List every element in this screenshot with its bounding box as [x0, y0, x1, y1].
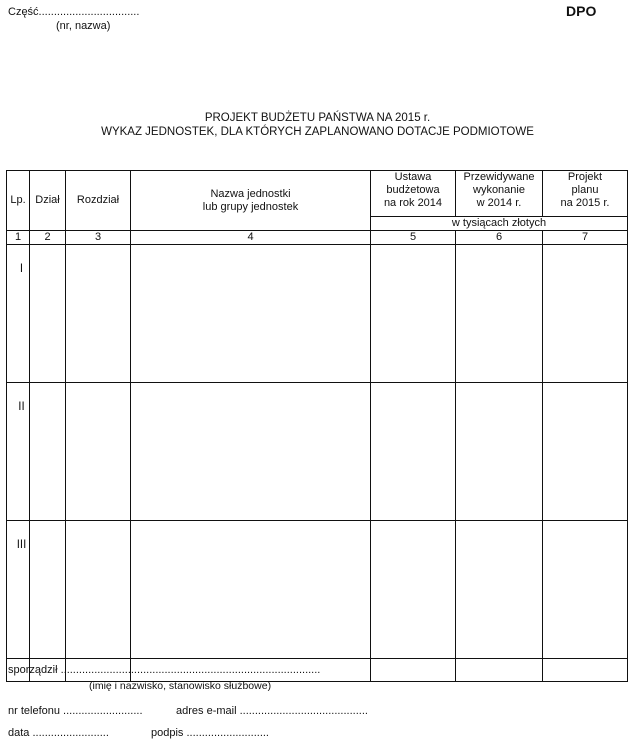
- header-ustawa: [371, 171, 456, 217]
- row-lp: I: [7, 245, 30, 383]
- col-number: 4: [131, 231, 371, 245]
- cell-nazwa: [131, 383, 371, 521]
- cell-dzial: [30, 383, 66, 521]
- header-przewidywane: [456, 171, 543, 217]
- table-row: [7, 521, 628, 659]
- col-number: 6: [456, 231, 543, 245]
- phone-field: nr telefonu ..........................: [8, 705, 143, 717]
- cell-ustawa: [371, 245, 456, 383]
- header-nazwa-line1: Nazwa jednostki: [210, 187, 291, 200]
- col-number: 2: [30, 231, 66, 245]
- cell-dzial: [30, 245, 66, 383]
- part-label: Część.................................: [8, 6, 140, 18]
- col-number: 3: [66, 231, 131, 245]
- cell-nazwa: [131, 521, 371, 659]
- cell-ustawa: [371, 521, 456, 659]
- email-field: adres e-mail ..........................................: [176, 705, 368, 717]
- cell-projekt: [543, 245, 628, 383]
- header-proj-line1: Projekt: [567, 171, 603, 183]
- document-title: PROJEKT BUDŻETU PAŃSTWA NA 2015 r.: [204, 112, 431, 124]
- unit-label: w tysiącach złotych: [371, 217, 628, 231]
- signature-field: podpis ...........................: [151, 727, 269, 739]
- cell-rozdzial: [66, 383, 131, 521]
- date-field: data .........................: [8, 727, 109, 739]
- table-row: [7, 383, 628, 521]
- col-number: 1: [7, 231, 30, 245]
- header-rozdzial: Rozdział: [66, 171, 131, 231]
- col-number: 7: [543, 231, 628, 245]
- header-proj-line2: planu: [571, 184, 599, 196]
- prepared-by-hint: (imię i nazwisko, stanowisko służbowe): [89, 680, 272, 692]
- cell-nazwa: [131, 245, 371, 383]
- header-projekt: [543, 171, 628, 217]
- document-subtitle: WYKAZ JEDNOSTEK, DLA KTÓRYCH ZAPLANOWANO DOTACJE PODMIOTOWE: [101, 126, 534, 138]
- row-lp: II: [7, 383, 30, 521]
- header-przew-line1: Przewidywane: [463, 171, 535, 183]
- header-przew-line3: w 2014 r.: [476, 197, 522, 209]
- header-ustawa-line3: na rok 2014: [383, 197, 443, 209]
- header-nazwa-line2: lub grupy jednostek: [202, 200, 299, 213]
- cell-ustawa: [371, 383, 456, 521]
- table-row: [7, 245, 628, 383]
- header-nazwa: [131, 171, 371, 231]
- header-dzial: Dział: [30, 171, 66, 231]
- cell-empty: [543, 659, 628, 682]
- col-number: 5: [371, 231, 456, 245]
- prepared-by-field: sporządził .....................................................................................: [8, 664, 321, 676]
- cell-przewidywane: [456, 245, 543, 383]
- cell-empty: [456, 659, 543, 682]
- part-sublabel: (nr, nazwa): [56, 20, 111, 32]
- header-przew-line2: wykonanie: [473, 184, 525, 196]
- cell-projekt: [543, 521, 628, 659]
- cell-empty: [371, 659, 456, 682]
- header-ustawa-line1: Ustawa: [394, 171, 432, 183]
- form-code: DPO: [566, 3, 597, 19]
- cell-rozdzial: [66, 245, 131, 383]
- header-lp: Lp.: [7, 171, 30, 231]
- header-proj-line3: na 2015 r.: [560, 197, 610, 209]
- cell-projekt: [543, 383, 628, 521]
- row-lp: III: [7, 521, 30, 659]
- cell-dzial: [30, 521, 66, 659]
- cell-przewidywane: [456, 521, 543, 659]
- header-ustawa-line2: budżetowa: [386, 184, 440, 196]
- units-table: [6, 170, 628, 682]
- cell-rozdzial: [66, 521, 131, 659]
- cell-przewidywane: [456, 383, 543, 521]
